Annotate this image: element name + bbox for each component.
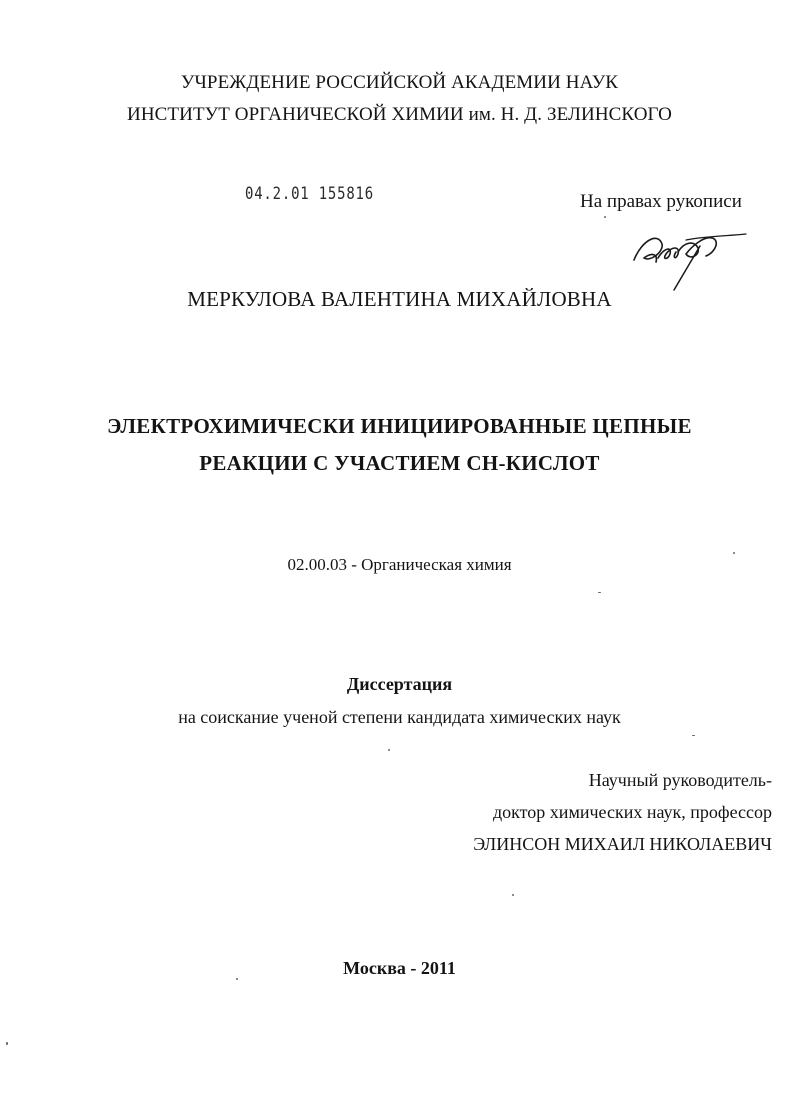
signature-icon [628, 222, 748, 292]
scan-speck [512, 894, 514, 896]
supervisor-role: Научный руководитель- [588, 770, 772, 790]
specialty-code: 02.00.03 - Органическая химия [287, 555, 512, 574]
thesis-heading: Диссертация [346, 674, 453, 694]
scan-speck [604, 216, 606, 218]
dissertation-title-line-1: ЭЛЕКТРОХИМИЧЕСКИ ИНИЦИИРОВАННЫЕ ЦЕПНЫЕ [107, 414, 692, 438]
dissertation-title-line-2: РЕАКЦИИ С УЧАСТИЕМ СН-КИСЛОТ [199, 451, 600, 475]
institution-line-1: УЧРЕЖДЕНИЕ РОССИЙСКОЙ АКАДЕМИИ НАУК [180, 72, 619, 93]
manuscript-rights-label: На правах рукописи [580, 191, 742, 212]
scan-speck [692, 735, 695, 736]
registration-stamp: 04.2.01 155816 [245, 184, 374, 204]
scan-speck [598, 592, 601, 593]
scan-speck [236, 978, 238, 980]
thesis-purpose: на соискание ученой степени кандидата химических наук [178, 707, 621, 727]
city-year: Москва - 2011 [343, 958, 456, 978]
supervisor-name: ЭЛИНСОН МИХАИЛ НИКОЛАЕВИЧ [473, 834, 772, 854]
scan-speck [388, 749, 390, 751]
institution-line-2: ИНСТИТУТ ОРГАНИЧЕСКОЙ ХИМИИ им. Н. Д. ЗЕЛИНСКОГО [127, 104, 672, 125]
scan-speck [733, 552, 735, 554]
author-name: МЕРКУЛОВА ВАЛЕНТИНА МИХАЙЛОВНА [187, 287, 612, 311]
supervisor-degree: доктор химических наук, профессор [493, 802, 772, 822]
scan-speck [6, 1042, 8, 1045]
